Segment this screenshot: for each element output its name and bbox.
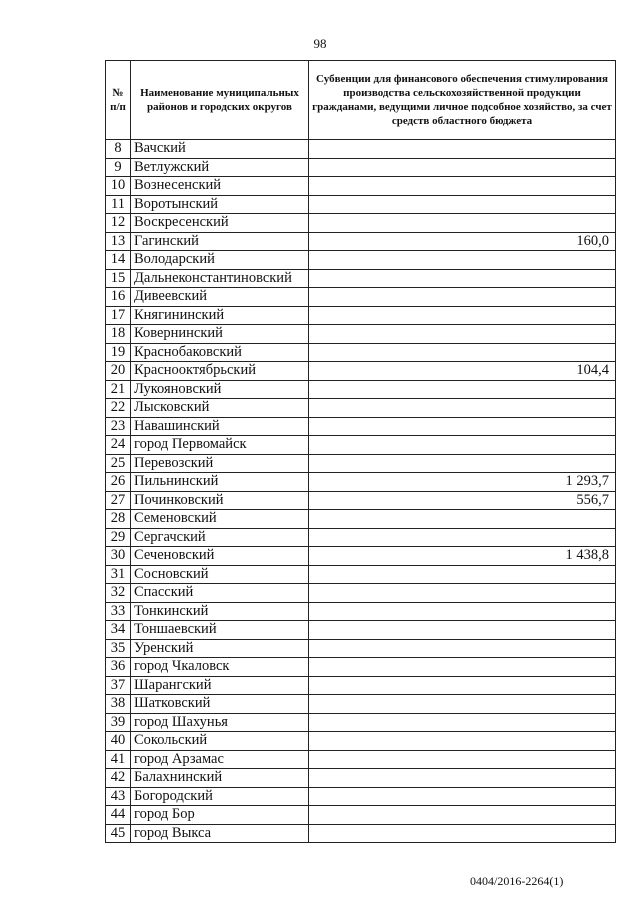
subsidy-value [309,306,616,325]
table-row [106,473,616,492]
district-name: Сергачский [131,528,309,547]
table-row [106,436,616,455]
district-name: Спасский [131,584,309,603]
subsidy-value [309,454,616,473]
row-number: 26 [106,473,131,492]
row-number: 11 [106,195,131,214]
district-name: Краснооктябрьский [131,362,309,381]
district-name: Семеновский [131,510,309,529]
district-name: Володарский [131,251,309,270]
table-row [106,399,616,418]
subsidy-value: 160,0 [309,232,616,251]
district-name: Пильнинский [131,473,309,492]
subsidy-value [309,769,616,788]
table-row [106,232,616,251]
subsidy-value [309,214,616,233]
subsidy-value [309,380,616,399]
subsidy-value [309,713,616,732]
row-number: 10 [106,177,131,196]
row-number: 42 [106,769,131,788]
subsidy-value: 104,4 [309,362,616,381]
subsidy-value: 1 293,7 [309,473,616,492]
table-row [106,750,616,769]
table-row [106,380,616,399]
district-name: Сеченовский [131,547,309,566]
district-name: город Шахунья [131,713,309,732]
subsidy-value [309,806,616,825]
subsidy-value [309,140,616,159]
district-name: Лысковский [131,399,309,418]
row-number: 15 [106,269,131,288]
district-name: Балахнинский [131,769,309,788]
district-name: Княгининский [131,306,309,325]
subsidy-value [309,732,616,751]
subsidy-value [309,602,616,621]
table-row [106,158,616,177]
table-row [106,602,616,621]
row-number: 38 [106,695,131,714]
table-row [106,787,616,806]
row-number: 23 [106,417,131,436]
row-number: 19 [106,343,131,362]
subsidy-value [309,676,616,695]
row-number: 8 [106,140,131,159]
table-row [106,621,616,640]
row-number: 44 [106,806,131,825]
table-row [106,362,616,381]
district-name: город Чкаловск [131,658,309,677]
row-number: 24 [106,436,131,455]
row-number: 35 [106,639,131,658]
district-name: Ветлужский [131,158,309,177]
table-row [106,195,616,214]
table-row [106,824,616,843]
district-name: Тонкинский [131,602,309,621]
subsidy-value [309,528,616,547]
subsidy-value [309,584,616,603]
subsidy-value [309,565,616,584]
table-row [106,547,616,566]
row-number: 22 [106,399,131,418]
district-name: город Арзамас [131,750,309,769]
district-name: Воскресенский [131,214,309,233]
district-name: город Выкса [131,824,309,843]
district-name: Ковернинский [131,325,309,344]
row-number: 16 [106,288,131,307]
district-name: Сосновский [131,565,309,584]
header-num: № п/п [106,61,131,140]
row-number: 37 [106,676,131,695]
table-row [106,732,616,751]
subsidy-value [309,510,616,529]
table-row [106,695,616,714]
district-name: Шарангский [131,676,309,695]
row-number: 28 [106,510,131,529]
row-number: 41 [106,750,131,769]
district-name: Лукояновский [131,380,309,399]
table-row [106,417,616,436]
district-name: Вачский [131,140,309,159]
subsidy-value [309,750,616,769]
row-number: 40 [106,732,131,751]
district-name: город Первомайск [131,436,309,455]
table-row [106,584,616,603]
table-row [106,491,616,510]
subsidy-value [309,436,616,455]
row-number: 34 [106,621,131,640]
subsidy-value [309,399,616,418]
subsidy-value [309,639,616,658]
row-number: 45 [106,824,131,843]
table-row [106,177,616,196]
row-number: 20 [106,362,131,381]
row-number: 25 [106,454,131,473]
row-number: 12 [106,214,131,233]
document-code: 0404/2016-2264(1) [470,874,564,888]
table-row [106,251,616,270]
subsidy-value [309,658,616,677]
subsidy-value [309,417,616,436]
table-row [106,269,616,288]
row-number: 31 [106,565,131,584]
table-row [106,214,616,233]
table-row [106,528,616,547]
header-value: Субвенции для финансового обеспечения стимулирования производства сельскохозяйственной продукции гражданами, ведущими личное подсобное хозяйство, за счет средств областного бюджета [309,61,616,140]
district-name: Перевозский [131,454,309,473]
subsidy-value [309,325,616,344]
district-name: Тоншаевский [131,621,309,640]
row-number: 18 [106,325,131,344]
table-row [106,769,616,788]
district-name: Навашинский [131,417,309,436]
row-number: 27 [106,491,131,510]
district-name: Богородский [131,787,309,806]
table-row [106,140,616,159]
row-number: 30 [106,547,131,566]
district-name: Вознесенский [131,177,309,196]
district-name: Гагинский [131,232,309,251]
row-number: 43 [106,787,131,806]
row-number: 36 [106,658,131,677]
row-number: 9 [106,158,131,177]
subsidy-value: 556,7 [309,491,616,510]
district-name: Краснобаковский [131,343,309,362]
subsidy-value [309,621,616,640]
page-number: 98 [313,36,327,51]
subsidy-value [309,195,616,214]
row-number: 33 [106,602,131,621]
table-row [106,454,616,473]
table-row [106,288,616,307]
table-row [106,343,616,362]
subsidy-value [309,177,616,196]
district-name: Сокольский [131,732,309,751]
table-row [106,510,616,529]
subsidy-value [309,251,616,270]
district-name: Дивеевский [131,288,309,307]
subsidy-value [309,787,616,806]
district-name: город Бор [131,806,309,825]
row-number: 39 [106,713,131,732]
subsidy-value: 1 438,8 [309,547,616,566]
header-name: Наименование муниципальных районов и городских округов [131,61,309,140]
district-name: Шатковский [131,695,309,714]
district-name: Дальнеконстантиновский [131,269,309,288]
row-number: 32 [106,584,131,603]
subsidy-table [105,60,616,843]
table-body [106,140,616,843]
table-row [106,806,616,825]
row-number: 13 [106,232,131,251]
table-row [106,325,616,344]
table-row [106,306,616,325]
subsidy-value [309,824,616,843]
table-header-row [106,61,616,140]
district-name: Уренский [131,639,309,658]
district-name: Воротынский [131,195,309,214]
table-row [106,676,616,695]
subsidy-value [309,269,616,288]
subsidy-value [309,288,616,307]
row-number: 29 [106,528,131,547]
subsidy-value [309,158,616,177]
district-name: Починковский [131,491,309,510]
table-row [106,565,616,584]
subsidy-value [309,343,616,362]
table-row [106,713,616,732]
row-number: 17 [106,306,131,325]
row-number: 21 [106,380,131,399]
table-row [106,658,616,677]
row-number: 14 [106,251,131,270]
table-row [106,639,616,658]
subsidy-value [309,695,616,714]
